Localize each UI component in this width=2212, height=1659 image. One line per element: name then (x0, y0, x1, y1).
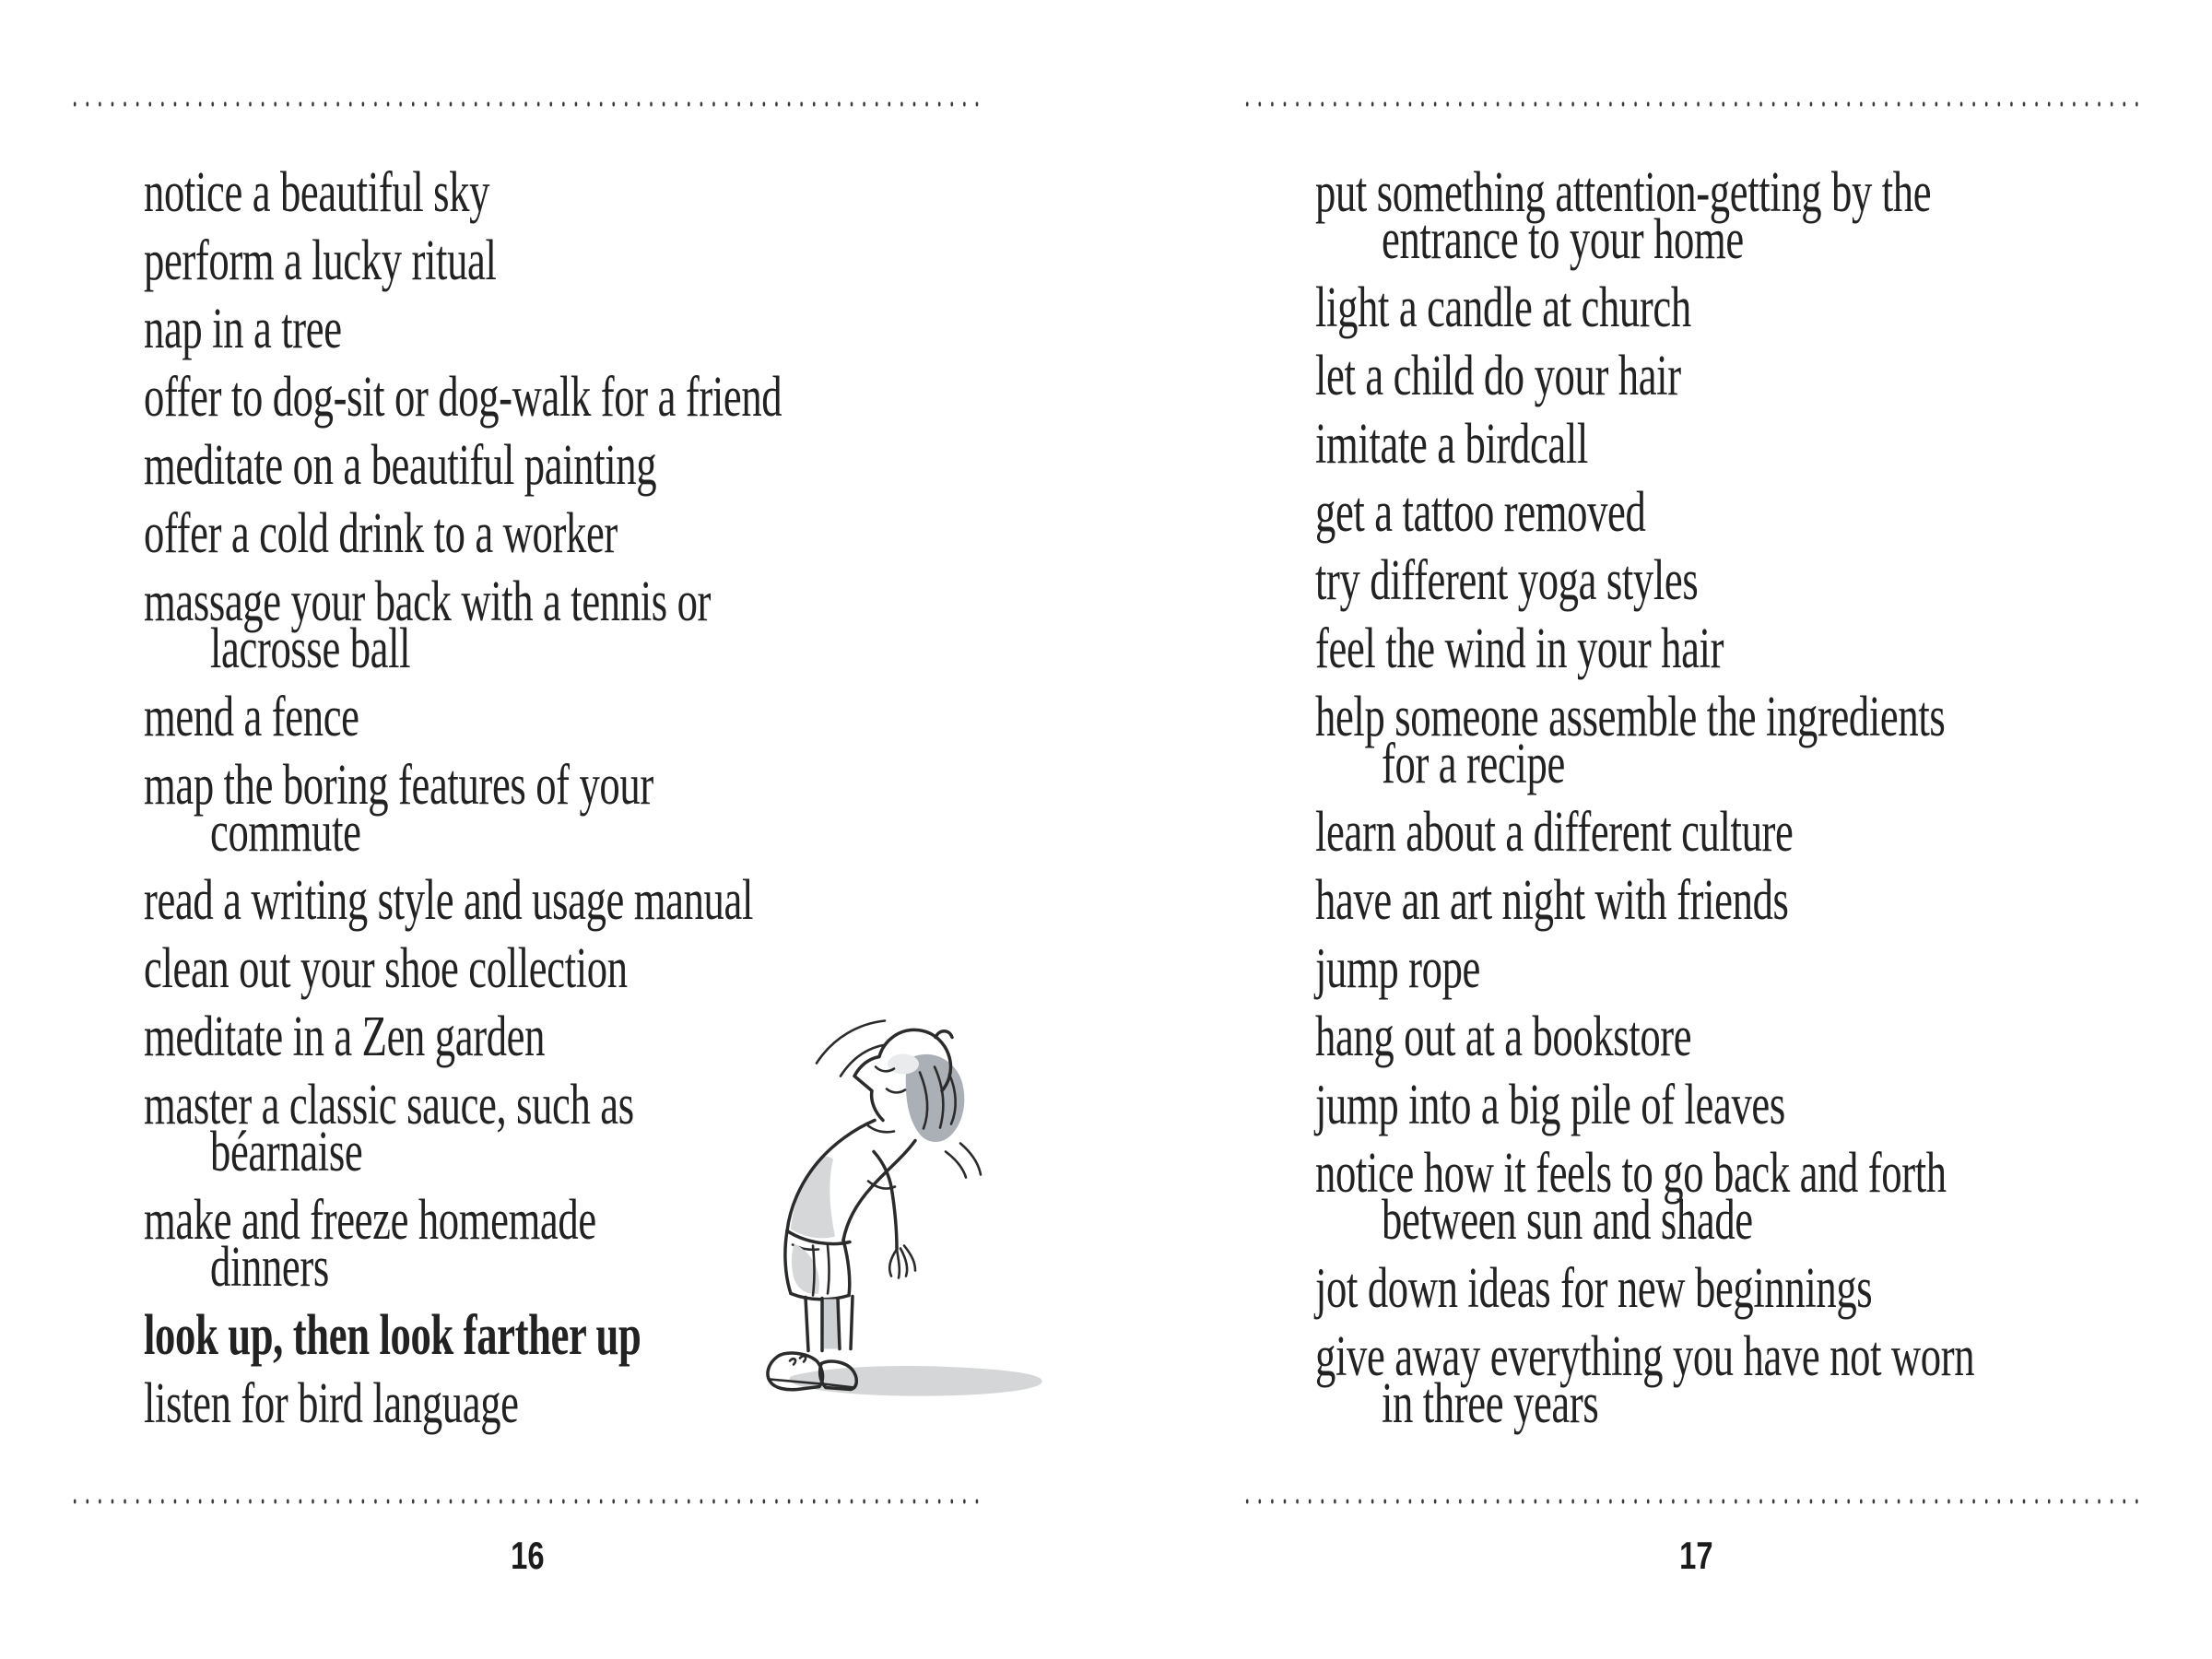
activity-item: read a writing style and usage manual (144, 869, 754, 932)
hand-fingers (897, 1250, 900, 1278)
activity-item: offer to dog-sit or dog-walk for a friend (144, 366, 782, 429)
sneaker-lace (800, 1356, 806, 1361)
activity-list-right (1315, 161, 2178, 1449)
torso-back (843, 1141, 915, 1241)
activity-item: master a classic sauce, such as béarnaise (144, 1074, 634, 1183)
activity-item: jump rope (1315, 937, 1481, 1000)
dotted-rule-top-left (73, 101, 982, 107)
leg-shade (823, 1300, 839, 1349)
activity-item: make and freeze homemade dinners (144, 1189, 596, 1299)
hand-fingers (900, 1249, 907, 1277)
leg-line (806, 1298, 808, 1351)
activity-item: mend a fence (144, 686, 359, 748)
collar-line (868, 1126, 894, 1133)
activity-item: notice a beautiful sky (144, 161, 490, 224)
person-looking-up-illustration (765, 1010, 1062, 1405)
activity-item: meditate in a Zen garden (144, 1006, 546, 1068)
shorts-fold (828, 1246, 830, 1294)
activity-item: clean out your shoe collection (144, 937, 628, 1000)
motion-arc-icon (946, 1152, 966, 1178)
activity-item: give away everything you have not worn in three years (1315, 1325, 1975, 1435)
hair-curl (935, 1031, 952, 1038)
page-number-right (1245, 1535, 2147, 1576)
activity-item: nap in a tree (144, 298, 342, 360)
sneaker-lace (790, 1359, 795, 1364)
activity-item: let a child do your hair (1315, 345, 1681, 407)
arm (891, 1187, 897, 1250)
leg-line (851, 1297, 853, 1349)
leg-line (838, 1299, 840, 1349)
activity-item: get a tattoo removed (1315, 481, 1646, 544)
activity-item: perform a lucky ritual (144, 229, 497, 292)
activity-item: jump into a big pile of leaves (1315, 1074, 1785, 1136)
sketch-svg (765, 1010, 1062, 1405)
activity-item: feel the wind in your hair (1315, 618, 1724, 680)
page-number-right-value: 17 (1679, 1534, 1713, 1577)
right-page (1245, 0, 2147, 1659)
page-number-left (73, 1535, 982, 1576)
face-highlight (888, 1054, 919, 1075)
ground-shadow (790, 1366, 1042, 1396)
shorts-left-edge (785, 1231, 791, 1294)
activity-item: try different yoga styles (1315, 549, 1699, 612)
activity-item: offer a cold drink to a worker (144, 502, 618, 565)
mouth-line (887, 1089, 905, 1093)
dotted-rule-bottom-right (1245, 1499, 2147, 1504)
activity-item: imitate a birdcall (1315, 413, 1588, 476)
activity-item: map the boring features of your commute (144, 754, 653, 864)
shorts-right-edge (843, 1241, 850, 1296)
page-number-left-value: 16 (511, 1534, 545, 1577)
activity-item: have an art night with friends (1315, 869, 1789, 932)
activity-item: look up, then look farther up (144, 1304, 641, 1367)
activity-item: put something attention-getting by the entrance to your home (1315, 161, 1932, 271)
activity-item: massage your back with a tennis or lacrosse ball (144, 571, 712, 680)
dotted-rule-bottom-left (73, 1499, 982, 1504)
activity-item: light a candle at church (1315, 276, 1691, 339)
shorts-fold (813, 1246, 815, 1296)
motion-arc-icon (841, 1045, 886, 1077)
activity-item: help someone assemble the ingredients for a recipe (1315, 686, 1946, 795)
activity-item: meditate on a beautiful painting (144, 434, 657, 497)
hand-fingers (889, 1250, 897, 1277)
shorts-hem (791, 1294, 849, 1300)
activity-item: hang out at a bookstore (1315, 1006, 1692, 1068)
activity-item: listen for bird language (144, 1372, 519, 1435)
activity-item: jot down ideas for new beginnings (1315, 1257, 1873, 1320)
activity-item: notice how it feels to go back and forth between sun and shade (1315, 1142, 1947, 1252)
activity-item: learn about a different culture (1315, 801, 1794, 864)
dotted-rule-top-right (1245, 101, 2147, 107)
left-page (73, 0, 982, 1659)
